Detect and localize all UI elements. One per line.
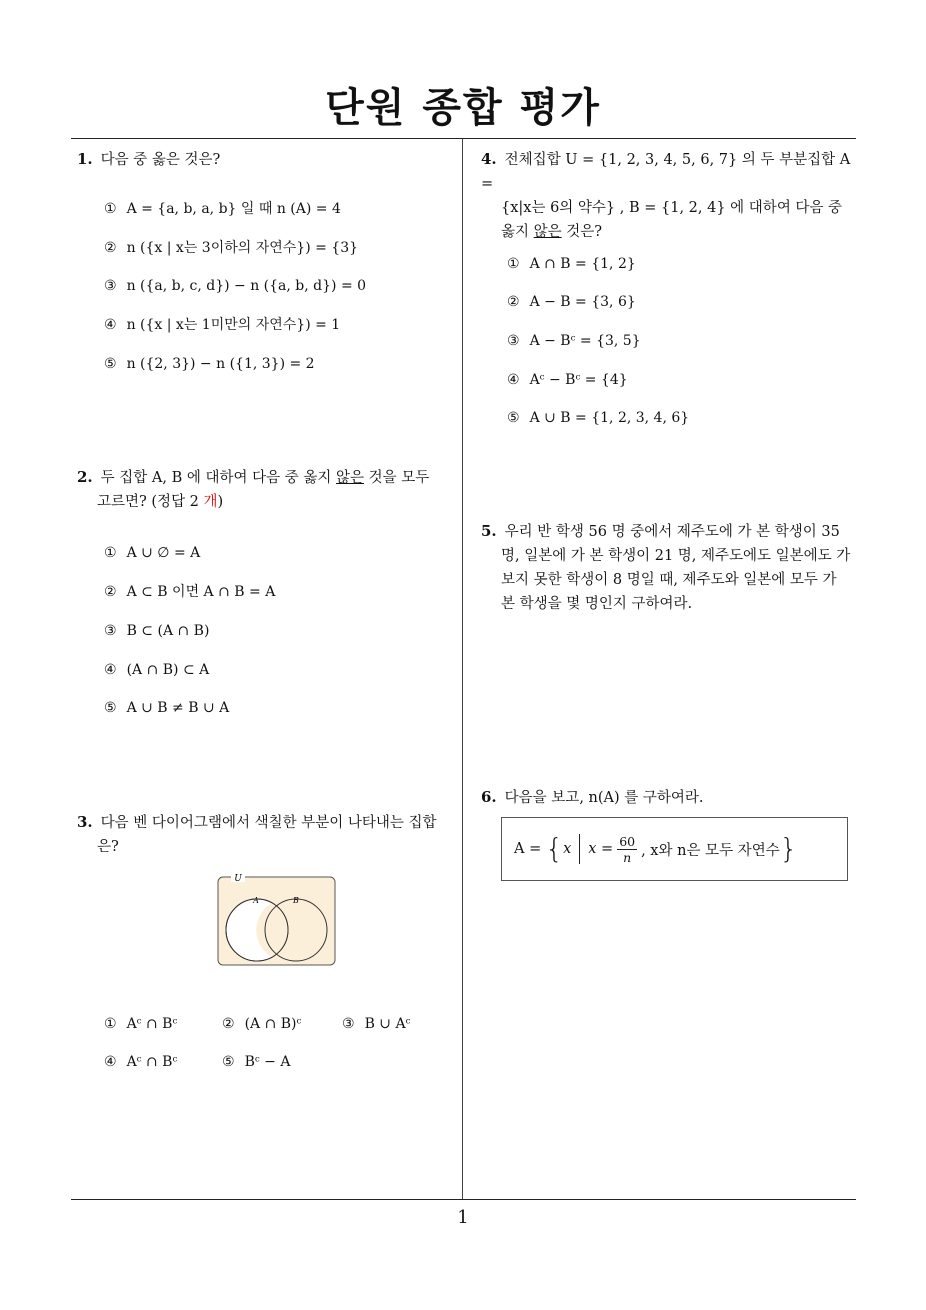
question-number: 4. [481, 150, 497, 168]
fraction [617, 834, 637, 865]
option-text: n ({2, 3}) − n ({1, 3}) = 2 [126, 356, 315, 372]
question-1 [77, 147, 220, 172]
option-text: Aᶜ ∩ Bᶜ [126, 1054, 178, 1070]
option-mark: ① [104, 545, 117, 561]
option-text: (A ∩ B) ⊂ A [126, 662, 210, 678]
option-mark: ③ [104, 623, 117, 639]
option-text: Bᶜ − A [244, 1054, 291, 1070]
option-mark: ④ [104, 662, 117, 678]
right-brace: } [779, 832, 798, 865]
q3-option-4[interactable] [104, 1052, 177, 1072]
option-mark: ① [507, 256, 520, 272]
q1-option-2[interactable] [104, 238, 358, 258]
q3-option-5[interactable] [222, 1052, 290, 1072]
option-mark: ② [104, 584, 117, 600]
question-4 [481, 147, 861, 244]
q1-option-5[interactable] [104, 354, 315, 374]
question-stem: 다음 벤 다이어그램에서 색칠한 부분이 나타내는 집합 [100, 815, 437, 831]
question-3 [77, 810, 457, 859]
q4-option-2[interactable] [507, 292, 636, 312]
question-stem-part: ) [217, 494, 224, 510]
condition-eq: x = [588, 841, 614, 857]
column-divider [462, 139, 463, 1199]
red-highlight: 개 [203, 494, 218, 510]
question-2 [77, 465, 457, 514]
question-stem-part: 것은? [561, 224, 603, 240]
q2-option-3[interactable] [104, 621, 209, 641]
option-text: B ∪ Aᶜ [364, 1016, 411, 1032]
question-6 [481, 785, 704, 810]
universe-label: U [234, 874, 242, 884]
option-mark: ③ [104, 278, 117, 294]
q1-option-3[interactable] [104, 276, 366, 296]
option-mark: ④ [104, 317, 117, 333]
q4-option-1[interactable] [507, 254, 636, 274]
q4-option-3[interactable] [507, 331, 641, 351]
question-stem-cont: 은? [97, 839, 119, 855]
question-stem: 우리 반 학생 56 명 중에서 제주도에 가 본 학생이 35 [504, 524, 840, 540]
q1-option-4[interactable] [104, 315, 340, 335]
set-definition-box [501, 817, 848, 881]
venn-diagram [217, 873, 337, 969]
top-rule [71, 138, 856, 139]
option-text: (A ∩ B)ᶜ [244, 1016, 302, 1032]
q2-option-4[interactable] [104, 660, 209, 680]
q2-option-2[interactable] [104, 582, 275, 602]
q2-option-5[interactable] [104, 698, 229, 718]
bottom-rule [71, 1199, 856, 1200]
question-stem-part: 것을 모두 [364, 470, 430, 486]
q3-option-2[interactable] [222, 1014, 301, 1034]
option-text: A = {a, b, a, b} 일 때 n (A) = 4 [126, 201, 341, 217]
condition-text: , x와 n은 모두 자연수 [641, 842, 780, 859]
q4-option-4[interactable] [507, 370, 628, 390]
question-stem-cont: {x|x는 6의 약수} , B = {1, 2, 4} 에 대하여 다음 중 [501, 200, 843, 216]
q1-option-1[interactable] [104, 199, 341, 219]
question-stem: 다음 중 옳은 것은? [100, 152, 221, 168]
page-number: 1 [457, 1207, 469, 1228]
option-text: n ({x | x는 3이하의 자연수}) = {3} [126, 240, 359, 256]
option-mark: ③ [507, 333, 520, 349]
question-stem-part: 옳지 [501, 224, 534, 240]
option-mark: ⑤ [104, 356, 117, 372]
question-number: 5. [481, 522, 497, 540]
fraction-numerator: 60 [619, 833, 636, 849]
option-text: n ({x | x는 1미만의 자연수}) = 1 [126, 317, 341, 333]
set-lhs: A = [514, 841, 542, 857]
option-mark: ④ [104, 1054, 117, 1070]
question-stem-cont: 보지 못한 학생이 8 명일 때, 제주도와 일본에 모두 가 [501, 572, 837, 588]
set-a-label: A [253, 896, 259, 905]
option-mark: ④ [507, 372, 520, 388]
option-mark: ① [104, 201, 117, 217]
question-stem: 다음을 보고, n(A) 를 구하여라. [504, 790, 704, 806]
option-text: A ∪ B = {1, 2, 3, 4, 6} [529, 410, 690, 426]
q3-option-1[interactable] [104, 1014, 177, 1034]
option-text: A ∪ ∅ = A [126, 545, 201, 561]
fraction-denominator: n [623, 849, 632, 865]
option-text: A − B = {3, 6} [529, 294, 636, 310]
set-builder-bar [579, 834, 580, 864]
option-mark: ② [104, 240, 117, 256]
question-stem-cont: 본 학생을 몇 명인지 구하여라. [501, 596, 693, 612]
q2-option-1[interactable] [104, 543, 200, 563]
option-text: Aᶜ − Bᶜ = {4} [529, 372, 628, 388]
set-b-label: B [293, 896, 299, 905]
question-number: 2. [77, 468, 93, 486]
question-stem: 전체집합 U = {1, 2, 3, 4, 5, 6, 7} 의 두 부분집합 A = [481, 152, 851, 192]
option-mark: ⑤ [507, 410, 520, 426]
q3-option-3[interactable] [342, 1014, 410, 1034]
question-5 [481, 519, 861, 616]
underlined-word: 않은 [533, 224, 562, 240]
option-text: A ∪ B ≠ B ∪ A [126, 700, 230, 716]
question-number: 1. [77, 150, 93, 168]
option-mark: ③ [342, 1016, 355, 1032]
set-variable: x [563, 841, 572, 857]
option-mark: ② [507, 294, 520, 310]
q4-option-5[interactable] [507, 408, 689, 428]
option-text: n ({a, b, c, d}) − n ({a, b, d}) = 0 [126, 278, 367, 294]
option-text: B ⊂ (A ∩ B) [126, 623, 210, 639]
option-mark: ① [104, 1016, 117, 1032]
option-text: A ⊂ B 이면 A ∩ B = A [126, 584, 276, 600]
page-title: 단원 종합 평가 [325, 85, 601, 131]
option-mark: ⑤ [222, 1054, 235, 1070]
question-number: 3. [77, 813, 93, 831]
option-text: A − Bᶜ = {3, 5} [529, 333, 641, 349]
option-mark: ⑤ [104, 700, 117, 716]
question-number: 6. [481, 788, 497, 806]
left-brace: { [545, 832, 564, 865]
question-stem-part: 고르면? (정답 2 [97, 494, 204, 510]
underlined-word: 않은 [335, 470, 364, 486]
question-stem-cont: 명, 일본에 가 본 학생이 21 명, 제주도에도 일본에도 가 [501, 548, 851, 564]
option-mark: ② [222, 1016, 235, 1032]
option-text: A ∩ B = {1, 2} [529, 256, 636, 272]
question-stem-part: 두 집합 A, B 에 대하여 다음 중 옳지 [100, 470, 336, 486]
option-text: Aᶜ ∩ Bᶜ [126, 1016, 178, 1032]
